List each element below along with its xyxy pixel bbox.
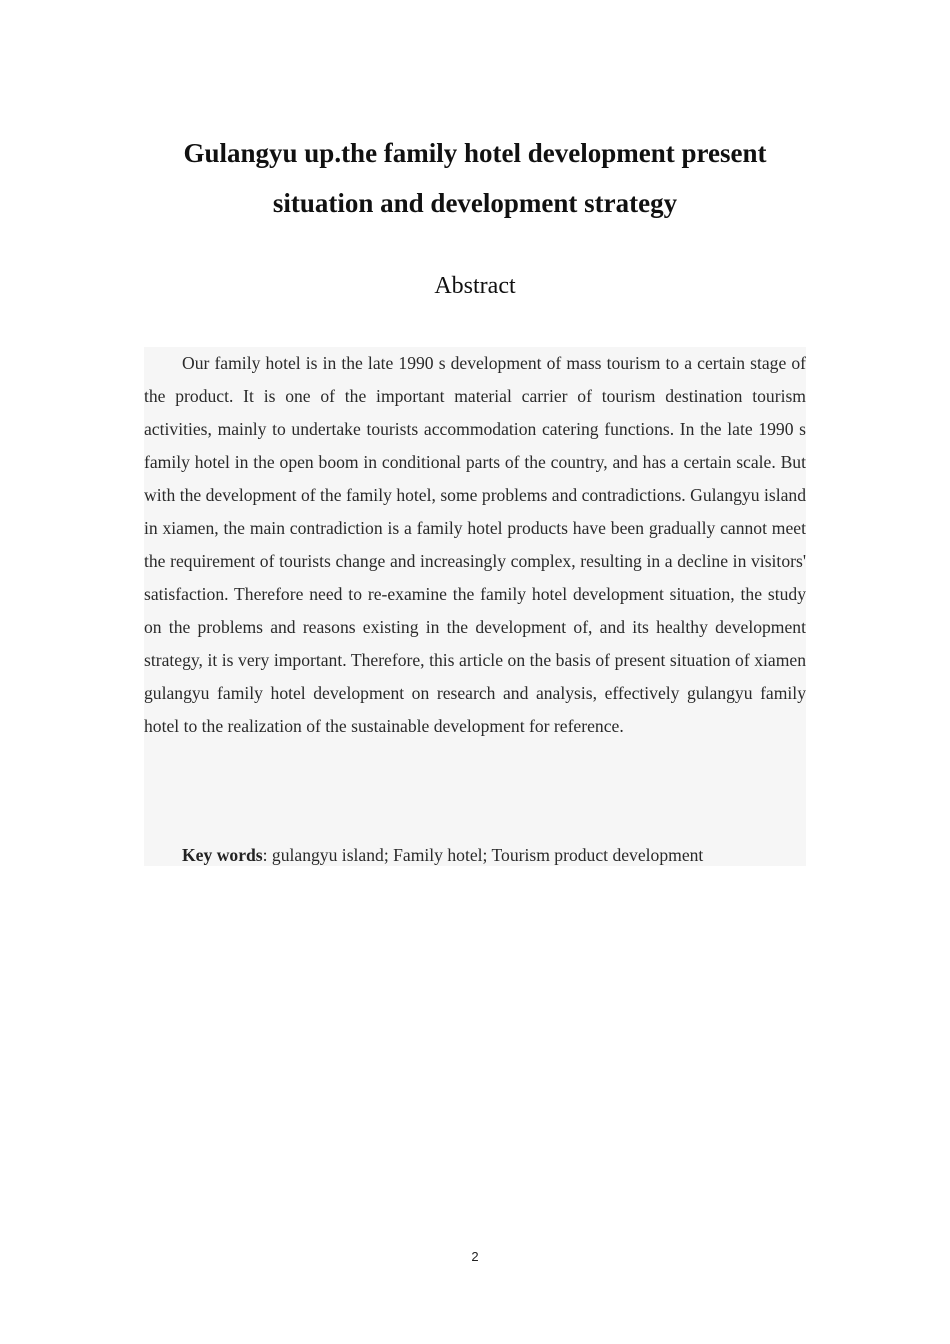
title-line-1: Gulangyu up.the family hotel development present [183,138,767,168]
abstract-paragraph: Our family hotel is in the late 1990 s development of mass tourism to a certain stage of the product. It is one of the important material carrier of tourism destination tourism activities, mainly to undertake tourists accommodation catering functions. In the late 1990 s family hotel in the open boom in conditional parts of the country, and has a certain scale. But with the development of the family hotel, some problems and contradictions. Gulangyu island in xiamen, the main contradiction is a family hotel products have been gradually cannot meet the requirement of tourists change and increasingly complex, resulting in a decline in visitors' satisfaction. Therefore need to re-examine the family hotel development situation, the study on the problems and reasons existing in the development of, and its healthy development strategy, it is very important. Therefore, this article on the basis of present situation of xiamen gulangyu family hotel development on research and analysis, effectively gulangyu family hotel to the realization of the sustainable development for reference. [144,353,806,736]
keywords-line [144,839,806,872]
document-title [144,128,806,228]
page-number: 2 [471,1249,479,1264]
abstract-heading: Abstract [434,273,516,299]
keywords-label: Key words [182,845,263,865]
abstract-section [144,347,806,866]
title-line-2: situation and development strategy [272,188,678,218]
keywords-text: : gulangyu island; Family hotel; Tourism product development [262,845,704,865]
